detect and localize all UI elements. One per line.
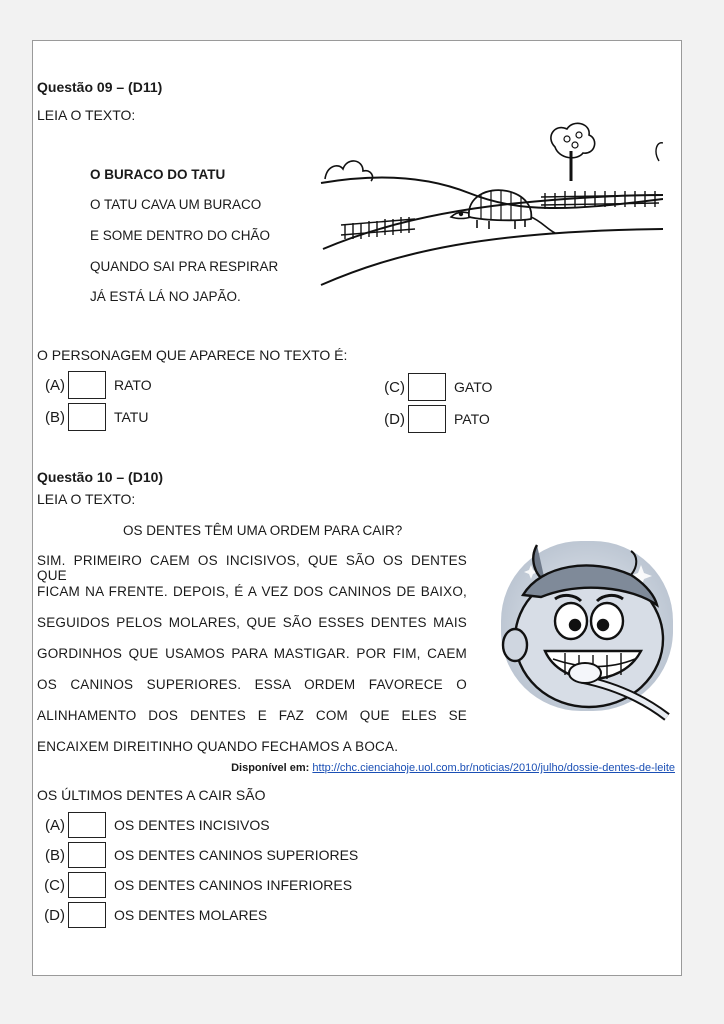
- q10-text-line: ENCAIXEM DIREITINHO QUANDO FECHAMOS A BOCA.: [37, 739, 399, 754]
- q9-poem-title: O BURACO DO TATU: [90, 167, 226, 182]
- boy-brushing-teeth-illustration: [471, 535, 677, 729]
- answer-checkbox[interactable]: [68, 872, 106, 898]
- armadillo-landscape-illustration: [319, 121, 663, 291]
- option-text: RATO: [114, 377, 152, 393]
- q9-question: O PERSONAGEM QUE APARECE NO TEXTO É:: [37, 347, 348, 363]
- option-text: OS DENTES MOLARES: [114, 907, 268, 923]
- option-text: OS DENTES CANINOS SUPERIORES: [114, 847, 359, 863]
- q10-source: [231, 762, 675, 774]
- q10-instruction: LEIA O TEXTO:: [37, 491, 136, 507]
- option-letter: (B): [45, 408, 65, 426]
- option-letter: (B): [45, 846, 65, 864]
- q9-option-c[interactable]: [373, 373, 492, 401]
- option-letter: (D): [44, 906, 65, 924]
- q10-text-line: SEGUIDOS PELOS MOLARES, QUE SÃO ESSES DENTES MAIS: [37, 615, 467, 630]
- option-text: PATO: [454, 411, 490, 427]
- answer-checkbox[interactable]: [68, 812, 106, 838]
- q9-poem-line: JÁ ESTÁ LÁ NO JAPÃO.: [90, 289, 241, 304]
- q9-title: Questão 09 – (D11): [37, 79, 163, 95]
- q10-text-line: ALINHAMENTO DOS DENTES E FAZ COM QUE ELES SE: [37, 708, 467, 723]
- q9-option-d[interactable]: [373, 405, 490, 433]
- answer-checkbox[interactable]: [68, 842, 106, 868]
- answer-checkbox[interactable]: [408, 405, 446, 433]
- q10-text-line: GORDINHOS QUE USAMOS PARA MASTIGAR. POR FIM, CAEM: [37, 646, 467, 661]
- answer-checkbox[interactable]: [68, 403, 106, 431]
- q9-option-a[interactable]: [33, 371, 152, 399]
- answer-checkbox[interactable]: [68, 902, 106, 928]
- option-letter: (C): [44, 876, 65, 894]
- q10-title: Questão 10 – (D10): [37, 469, 164, 485]
- q10-text-title: OS DENTES TÊM UMA ORDEM PARA CAIR?: [123, 523, 403, 538]
- answer-checkbox[interactable]: [68, 371, 106, 399]
- option-text: OS DENTES INCISIVOS: [114, 817, 270, 833]
- source-label: Disponível em:: [231, 762, 310, 774]
- option-letter: (A): [45, 816, 65, 834]
- option-text: OS DENTES CANINOS INFERIORES: [114, 877, 353, 893]
- q9-instruction: LEIA O TEXTO:: [37, 107, 136, 123]
- source-link[interactable]: http://chc.cienciahoje.uol.com.br/noticias/2010/julho/dossie-dentes-de-leite: [312, 762, 675, 774]
- q9-poem-line: O TATU CAVA UM BURACO: [90, 197, 262, 212]
- q10-option-a[interactable]: [33, 812, 270, 838]
- option-letter: (D): [384, 410, 405, 428]
- q10-text-line: SIM. PRIMEIRO CAEM OS INCISIVOS, QUE SÃO OS DENTES QUE: [37, 553, 467, 583]
- answer-checkbox[interactable]: [408, 373, 446, 401]
- q10-question: OS ÚLTIMOS DENTES A CAIR SÃO: [37, 787, 266, 803]
- q10-option-b[interactable]: [33, 842, 358, 868]
- q9-poem-line: QUANDO SAI PRA RESPIRAR: [90, 259, 279, 274]
- q9-poem-line: E SOME DENTRO DO CHÃO: [90, 228, 271, 243]
- option-letter: (A): [45, 376, 65, 394]
- worksheet-page: [32, 40, 682, 976]
- option-text: TATU: [114, 409, 149, 425]
- q10-text-line: OS CANINOS SUPERIORES. ESSA ORDEM FAVORECE O: [37, 677, 467, 692]
- q9-option-b[interactable]: [33, 403, 148, 431]
- q10-option-c[interactable]: [33, 872, 352, 898]
- option-text: GATO: [454, 379, 493, 395]
- q10-text-line: FICAM NA FRENTE. DEPOIS, É A VEZ DOS CANINOS DE BAIXO,: [37, 584, 467, 599]
- option-letter: (C): [384, 378, 405, 396]
- q10-option-d[interactable]: [33, 902, 267, 928]
